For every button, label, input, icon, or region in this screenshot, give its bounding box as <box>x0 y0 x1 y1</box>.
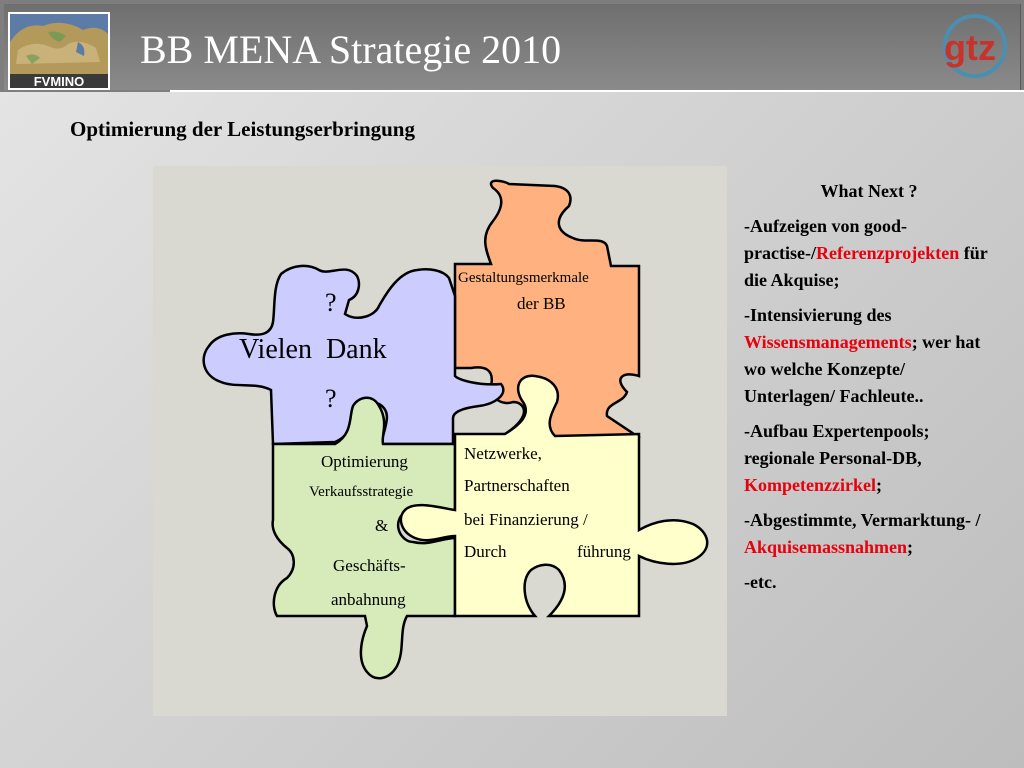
item-prefix: - <box>744 510 750 530</box>
item-text: Abgestimmte, Vermarktung- / <box>750 510 981 530</box>
item-highlight: Referenzprojekten <box>815 243 960 263</box>
item-text-end: für die Akquise; <box>744 243 988 290</box>
puzzle-panel <box>153 166 727 716</box>
item-text: etc. <box>750 572 777 592</box>
yellow-piece-line4-fuehrung: führung <box>577 542 631 561</box>
item-prefix: - <box>744 572 750 592</box>
what-next-panel <box>744 178 994 604</box>
page-title: BB MENA Strategie 2010 <box>140 27 562 72</box>
what-next-item-4 <box>744 507 994 561</box>
yellow-piece-line1: Netzwerke, <box>464 444 542 463</box>
item-highlight: Akquisemassnahmen <box>744 537 908 557</box>
yellow-piece-line4-durch: Durch <box>464 542 507 561</box>
puzzle-graphic <box>153 166 727 716</box>
orange-piece-line2: der BB <box>517 294 566 313</box>
item-highlight: Wissensmanagements <box>744 332 912 352</box>
gtz-logo-text: gtz <box>944 27 996 68</box>
green-piece-line2: Verkaufsstrategie <box>309 484 414 500</box>
what-next-item-5 <box>744 569 994 596</box>
gtz-logo <box>930 10 1014 82</box>
item-text: Intensivierung des <box>750 305 892 325</box>
blue-piece-question-bottom: ? <box>325 384 337 413</box>
green-piece-line3: & <box>375 516 389 535</box>
item-prefix: - <box>744 421 750 441</box>
slide-subtitle: Optimierung der Leistungserbringung <box>70 117 415 141</box>
what-next-heading: What Next ? <box>820 181 918 201</box>
blue-piece-vielen-dank: Vielen Dank <box>239 334 387 365</box>
header-divider <box>170 90 1024 92</box>
fvmino-logo <box>8 12 110 90</box>
green-piece-line1: Optimierung <box>321 452 408 471</box>
item-highlight: Kompetenzzirkel <box>744 475 876 495</box>
green-piece-line5: anbahnung <box>331 590 406 609</box>
fvmino-logo-text: FVMINO <box>33 74 85 89</box>
slide-header <box>0 0 1024 92</box>
yellow-piece-line3: bei Finanzierung / <box>464 510 588 529</box>
item-text: Aufbau Expertenpools; regionale Personal-DB, <box>744 421 930 468</box>
item-prefix: - <box>744 216 750 236</box>
item-text: Aufzeigen von good-practise-/ <box>744 216 907 263</box>
what-next-item-1 <box>744 213 994 294</box>
item-text-end: ; wer hat wo welche Konzepte/ Unterlagen/ Fachleute.. <box>744 332 981 406</box>
what-next-item-3 <box>744 418 994 499</box>
item-text-end: ; <box>875 475 882 495</box>
blue-piece-question-top: ? <box>325 288 337 317</box>
yellow-piece-line2: Partnerschaften <box>464 476 570 495</box>
orange-piece-line1: Gestaltungsmerkmale <box>458 270 589 286</box>
item-text-end: ; <box>907 537 914 557</box>
what-next-item-2 <box>744 302 994 410</box>
item-prefix: - <box>744 305 750 325</box>
green-piece-line4: Geschäfts- <box>333 556 406 575</box>
